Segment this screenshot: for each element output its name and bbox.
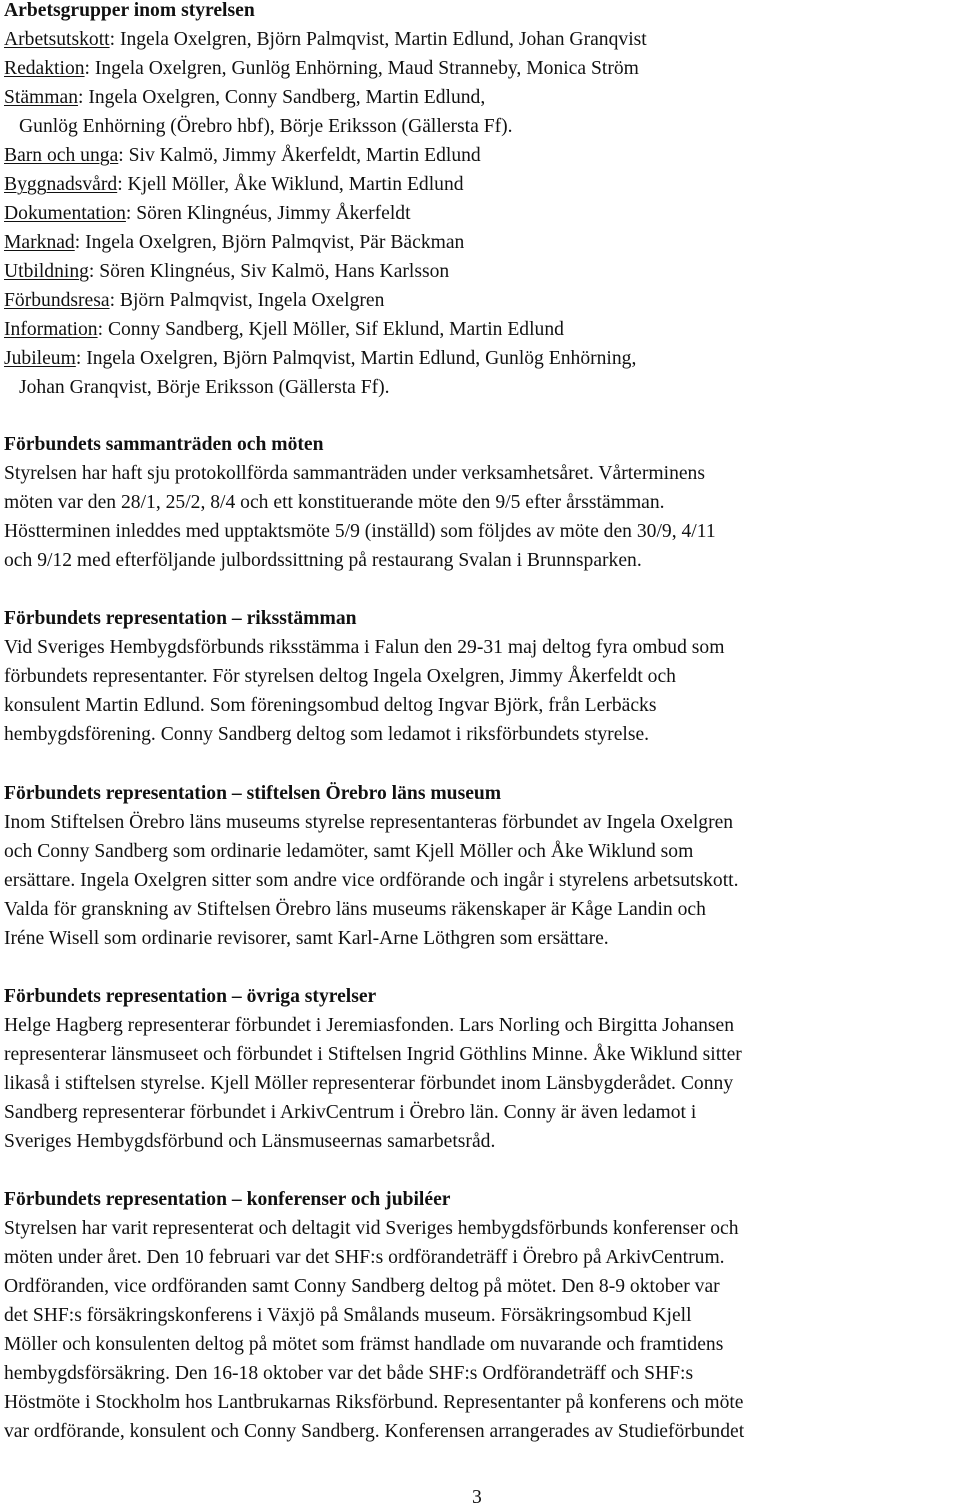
- section-heading-meetings: Förbundets sammanträden och möten: [4, 434, 324, 455]
- working-groups-heading: Arbetsgrupper inom styrelsen: [4, 0, 255, 21]
- section-heading-conferences: Förbundets representation – konferenser och jubiléer: [4, 1189, 451, 1210]
- group-byggnadsvard: [4, 171, 464, 199]
- group-marknad: [4, 229, 464, 257]
- group-members: Ingela Oxelgren, Conny Sandberg, Martin Edlund,: [88, 87, 486, 108]
- paragraph-line: Vid Sveriges Hembygdsförbunds riksstämma i Falun den 29-31 maj deltog fyra ombud som: [4, 637, 725, 658]
- group-name: Information: [4, 319, 98, 340]
- paragraph-line: var ordförande, konsulent och Conny Sandberg. Konferensen arrangerades av Studieförbundet: [4, 1421, 745, 1442]
- paragraph-line: hembygdsförening. Conny Sandberg deltog som ledamot i riksförbundets styrelse.: [4, 724, 650, 745]
- paragraph-line: och Conny Sandberg som ordinarie ledamöter, samt Kjell Möller och Åke Wiklund som: [4, 841, 694, 862]
- group-members: Sören Klingnéus, Jimmy Åkerfeldt: [136, 203, 411, 224]
- group-members: Siv Kalmö, Jimmy Åkerfeldt, Martin Edlund: [128, 145, 481, 166]
- group-information: [4, 316, 564, 344]
- paragraph-line: Höstmöte i Stockholm hos Lantbrukarnas Riksförbund. Representanter på konferens och möte: [4, 1392, 744, 1413]
- group-forbundsresa: [4, 287, 384, 315]
- group-separator: :: [88, 261, 100, 282]
- paragraph-line: representerar länsmuseet och förbundet i Stiftelsen Ingrid Göthlins Minne. Åke Wiklund sitter: [4, 1044, 742, 1065]
- group-dokumentation: [4, 200, 411, 228]
- paragraph-line: Inom Stiftelsen Örebro läns museums styrelse representanteras förbundet av Ingela Oxelgren: [4, 812, 734, 833]
- group-separator: :: [109, 290, 120, 311]
- group-separator: :: [125, 203, 137, 224]
- group-members: Björn Palmqvist, Ingela Oxelgren: [119, 290, 385, 311]
- group-name: Stämman: [4, 87, 79, 108]
- paragraph-line: Iréne Wisell som ordinarie revisorer, samt Karl-Arne Löthgren som ersättare.: [4, 928, 609, 949]
- group-name: Utbildning: [4, 261, 89, 282]
- group-name: Redaktion: [4, 58, 85, 79]
- group-separator: :: [109, 29, 120, 50]
- paragraph-line: ersättare. Ingela Oxelgren sitter som andre vice ordförande och ingår i styrelens arbetsutskott.: [4, 870, 739, 891]
- group-name: Jubileum: [4, 348, 76, 369]
- group-stamman-continued: Gunlög Enhörning (Örebro hbf), Börje Eriksson (Gällersta Ff).: [19, 116, 513, 137]
- group-jubileum-continued: Johan Granqvist, Börje Eriksson (Gällersta Ff).: [19, 377, 390, 398]
- group-separator: :: [117, 174, 128, 195]
- paragraph-line: Styrelsen har haft sju protokollförda sammanträden under verksamhetsåret. Vårterminens: [4, 463, 705, 484]
- paragraph-line: hembygdsförsäkring. Den 16-18 oktober var det både SHF:s Ordförandeträff och SHF:s: [4, 1363, 694, 1384]
- group-separator: :: [118, 145, 129, 166]
- section-heading-riksstamman: Förbundets representation – riksstämman: [4, 608, 357, 629]
- group-jubileum: [4, 345, 636, 373]
- group-separator: :: [74, 232, 86, 253]
- paragraph-line: Höstterminen inleddes med upptaktsmöte 5/9 (inställd) som följdes av möte den 30/9, 4/11: [4, 521, 716, 542]
- section-heading-museum: Förbundets representation – stiftelsen Örebro läns museum: [4, 783, 502, 804]
- paragraph-line: möten var den 28/1, 25/2, 8/4 och ett konstituerande möte den 9/5 efter årsstämman.: [4, 492, 665, 513]
- paragraph-line: det SHF:s försäkringskonferens i Växjö på Smålands museum. Försäkringsombud Kjell: [4, 1305, 692, 1326]
- group-name: Marknad: [4, 232, 75, 253]
- group-members: Ingela Oxelgren, Gunlög Enhörning, Maud Stranneby, Monica Ström: [94, 58, 639, 79]
- group-redaktion: [4, 55, 639, 83]
- paragraph-line: Styrelsen har varit representerat och deltagit vid Sveriges hembygdsförbunds konferenser och: [4, 1218, 739, 1239]
- group-members: Kjell Möller, Åke Wiklund, Martin Edlund: [127, 174, 464, 195]
- group-separator: :: [84, 58, 95, 79]
- paragraph-line: förbundets representanter. För styrelsen deltog Ingela Oxelgren, Jimmy Åkerfeldt och: [4, 666, 676, 687]
- section-heading-other-boards: Förbundets representation – övriga styrelser: [4, 986, 377, 1007]
- paragraph-line: Sandberg representerar förbundet i ArkivCentrum i Örebro län. Conny är även ledamot i: [4, 1102, 697, 1123]
- group-members: Conny Sandberg, Kjell Möller, Sif Eklund, Martin Edlund: [107, 319, 564, 340]
- paragraph-line: möten under året. Den 10 februari var det SHF:s ordförandeträff i Örebro på ArkivCentrum.: [4, 1247, 725, 1268]
- group-members: Ingela Oxelgren, Björn Palmqvist, Martin Edlund, Gunlög Enhörning,: [86, 348, 637, 369]
- group-separator: :: [97, 319, 108, 340]
- group-members: Ingela Oxelgren, Björn Palmqvist, Martin Edlund, Johan Granqvist: [119, 29, 647, 50]
- group-barn-och-unga: [4, 142, 481, 170]
- paragraph-line: och 9/12 med efterföljande julbordssittning på restaurang Svalan i Brunnsparken.: [4, 550, 642, 571]
- group-members: Sören Klingnéus, Siv Kalmö, Hans Karlsson: [99, 261, 450, 282]
- group-name: Dokumentation: [4, 203, 126, 224]
- paragraph-line: likaså i stiftelsen styrelse. Kjell Möller representerar förbundet inom Länsbygderådet. Conny: [4, 1073, 734, 1094]
- paragraph-line: konsulent Martin Edlund. Som föreningsombud deltog Ingvar Björk, från Lerbäcks: [4, 695, 657, 716]
- group-name: Byggnadsvård: [4, 174, 118, 195]
- page-number: 3: [472, 1487, 482, 1508]
- group-stamman: [4, 84, 485, 112]
- group-members: Ingela Oxelgren, Björn Palmqvist, Pär Bäckman: [85, 232, 465, 253]
- paragraph-line: Möller och konsulenten deltog på mötet som främst handlade om nuvarande och framtidens: [4, 1334, 724, 1355]
- group-name: Förbundsresa: [4, 290, 110, 311]
- group-separator: :: [75, 348, 87, 369]
- group-name: Arbetsutskott: [4, 29, 110, 50]
- group-separator: :: [78, 87, 89, 108]
- paragraph-line: Sveriges Hembygdsförbund och Länsmuseernas samarbetsråd.: [4, 1131, 496, 1152]
- paragraph-line: Ordföranden, vice ordföranden samt Conny Sandberg deltog på mötet. Den 8-9 oktober var: [4, 1276, 720, 1297]
- group-arbetsutskott: [4, 26, 647, 54]
- group-utbildning: [4, 258, 449, 286]
- group-name: Barn och unga: [4, 145, 119, 166]
- paragraph-line: Valda för granskning av Stiftelsen Örebro läns museums räkenskaper är Kåge Landin och: [4, 899, 706, 920]
- paragraph-line: Helge Hagberg representerar förbundet i Jeremiasfonden. Lars Norling och Birgitta Johansen: [4, 1015, 734, 1036]
